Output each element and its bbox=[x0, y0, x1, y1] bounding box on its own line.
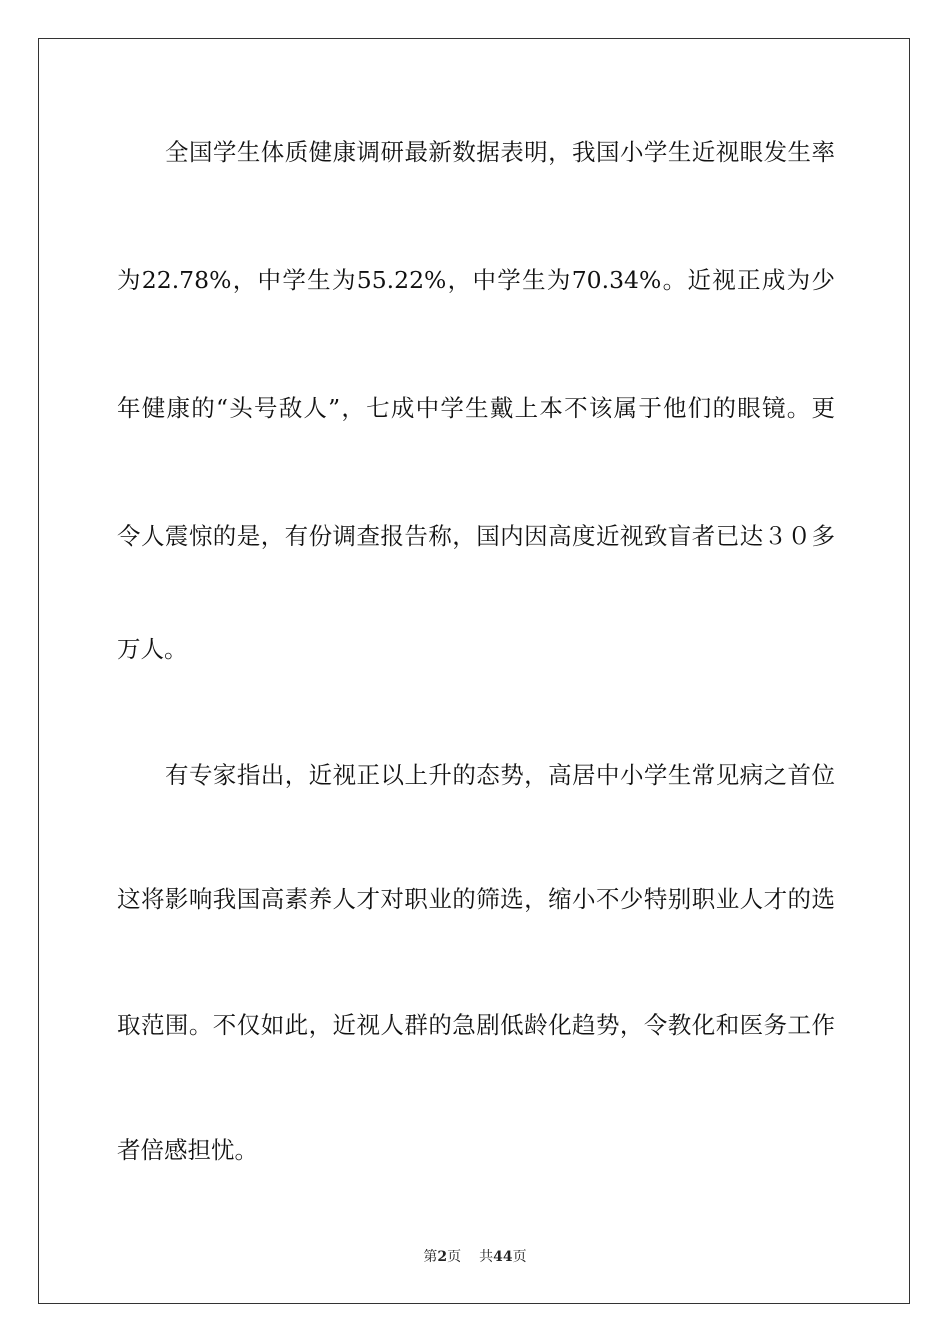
page-frame bbox=[38, 38, 910, 1304]
paragraph-2-line-2: 这将影响我国高素养人才对职业的筛选，缩小不少特别职业人才的选 bbox=[117, 885, 835, 913]
paragraph-1-line-2: 为22.78%，中学生为55.22%，中学生为70.34%。近视正成为少 bbox=[117, 266, 835, 294]
footer-total-pages: 44 bbox=[493, 1249, 513, 1265]
footer-page-suffix: 页 bbox=[447, 1249, 462, 1265]
footer-total-prefix: 共 bbox=[479, 1249, 494, 1265]
paragraph-2-line-4: 者倍感担忧。 bbox=[117, 1136, 258, 1164]
paragraph-2-line-1: 有专家指出，近视正以上升的态势，高居中小学生常见病之首位 bbox=[165, 761, 835, 789]
paragraph-1-line-3: 年健康的“头号敌人”，七成中学生戴上本不该属于他们的眼镜。更 bbox=[117, 394, 835, 422]
footer-total-suffix: 页 bbox=[512, 1249, 527, 1265]
paragraph-1-line-4: 令人震惊的是，有份调查报告称，国内因高度近视致盲者已达３０多 bbox=[117, 522, 835, 550]
footer-page-prefix: 第 bbox=[423, 1249, 438, 1265]
paragraph-1-line-5: 万人。 bbox=[117, 635, 188, 663]
paragraph-1-line-1: 全国学生体质健康调研最新数据表明，我国小学生近视眼发生率 bbox=[165, 138, 835, 166]
footer-page-number: 2 bbox=[437, 1249, 448, 1265]
page-footer bbox=[0, 1248, 950, 1266]
paragraph-2-line-3: 取范围。不仅如此，近视人群的急剧低龄化趋势，令教化和医务工作 bbox=[117, 1011, 835, 1039]
